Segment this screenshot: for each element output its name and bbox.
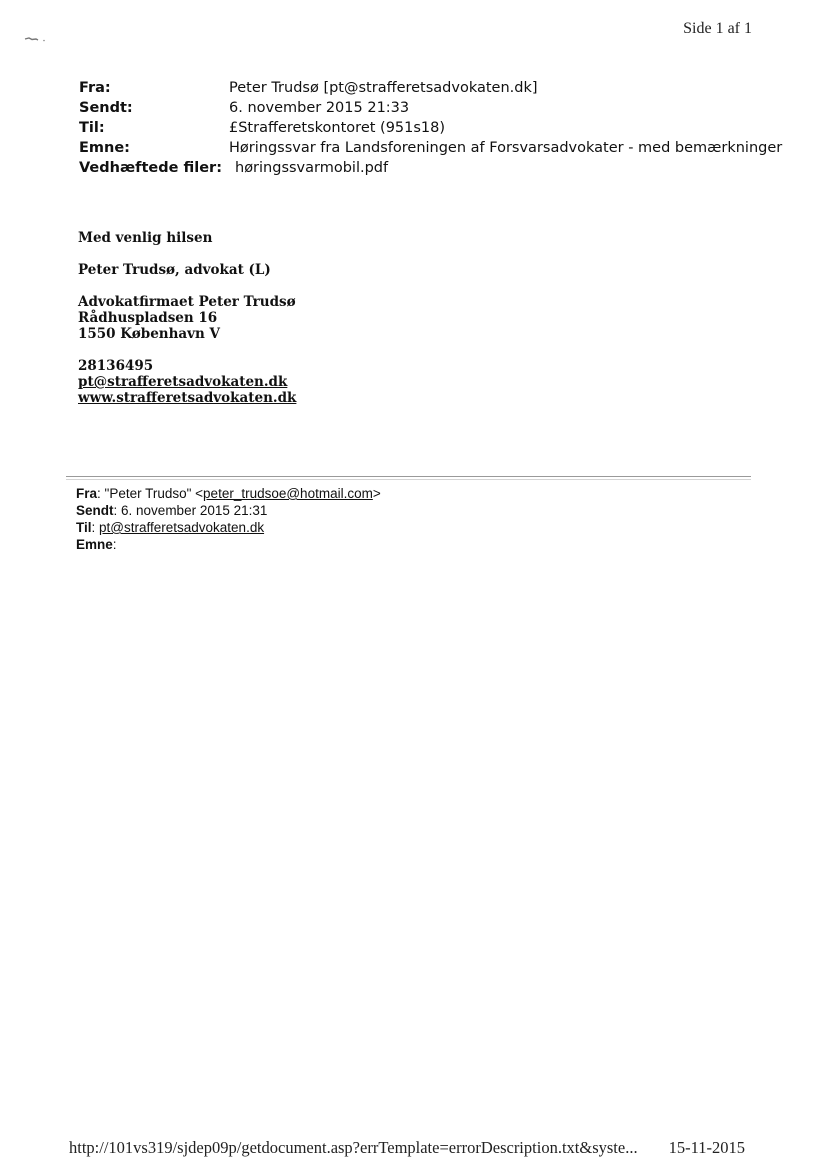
- divider-shadow: [66, 479, 751, 480]
- footer-date: 15-11-2015: [668, 1138, 745, 1157]
- to-value: £Strafferetskontoret (951s18): [229, 120, 446, 136]
- phone-number: 28136495: [78, 358, 154, 374]
- subject-value: Høringssvar fra Landsforeningen af Forsvarsadvokater - med bemærkninger: [229, 140, 783, 156]
- signature: [78, 230, 296, 406]
- header-row-attachments: [79, 158, 782, 178]
- forwarded-sent-row: Sendt: 6. november 2015 21:31: [76, 503, 268, 518]
- email-header: [79, 78, 782, 178]
- city-address: 1550 København V: [78, 326, 221, 342]
- signer-name: Peter Trudsø, advokat (L): [78, 262, 271, 278]
- header-row-subject: [79, 138, 782, 158]
- header-row-to: [79, 118, 782, 138]
- sent-label: Sendt:: [79, 100, 133, 116]
- page-number: Side 1 af 1: [683, 20, 752, 37]
- website-link[interactable]: www.strafferetsadvokaten.dk: [78, 390, 297, 406]
- attachments-label: Vedhæftede filer:: [79, 160, 222, 176]
- forwarded-header: [76, 485, 381, 553]
- from-label: Fra:: [79, 80, 111, 96]
- greeting: Med venlig hilsen: [78, 230, 213, 246]
- forwarded-subject-label: Emne: [76, 537, 113, 552]
- forwarded-from-row: Fra: "Peter Trudso" <peter_trudsoe@hotmail.com>: [76, 486, 381, 501]
- forwarded-to-row: Til: pt@strafferetsadvokaten.dk: [76, 520, 265, 535]
- email-link[interactable]: pt@strafferetsadvokaten.dk: [78, 374, 288, 390]
- forwarded-to-label: Til: [76, 520, 92, 535]
- forwarded-sent-label: Sendt: [76, 503, 114, 518]
- sent-value: 6. november 2015 21:33: [229, 100, 410, 116]
- forwarded-to-email-link[interactable]: pt@strafferetsadvokaten.dk: [99, 520, 265, 535]
- firm-name: Advokatfirmaet Peter Trudsø: [78, 294, 296, 310]
- footer-url: http://101vs319/sjdep09p/getdocument.asp?errTemplate=errorDescription.txt&syste...: [69, 1138, 638, 1157]
- forwarded-subject-row: Emne:: [76, 537, 117, 552]
- header-row-from: [79, 78, 782, 98]
- from-value: Peter Trudsø [pt@strafferetsadvokaten.dk]: [229, 80, 538, 96]
- scan-artifact: [24, 36, 46, 42]
- street-address: Rådhuspladsen 16: [78, 310, 218, 326]
- forwarded-from-name: "Peter Trudso": [104, 486, 192, 501]
- header-row-sent: [79, 98, 782, 118]
- forwarded-from-email-link[interactable]: peter_trudsoe@hotmail.com: [203, 486, 373, 501]
- to-label: Til:: [79, 120, 105, 136]
- forwarded-from-label: Fra: [76, 486, 98, 501]
- forwarded-sent-value: 6. november 2015 21:31: [121, 503, 268, 518]
- attachment-file[interactable]: høringssvarmobil.pdf: [235, 160, 389, 176]
- divider: [66, 476, 751, 477]
- subject-label: Emne:: [79, 140, 130, 156]
